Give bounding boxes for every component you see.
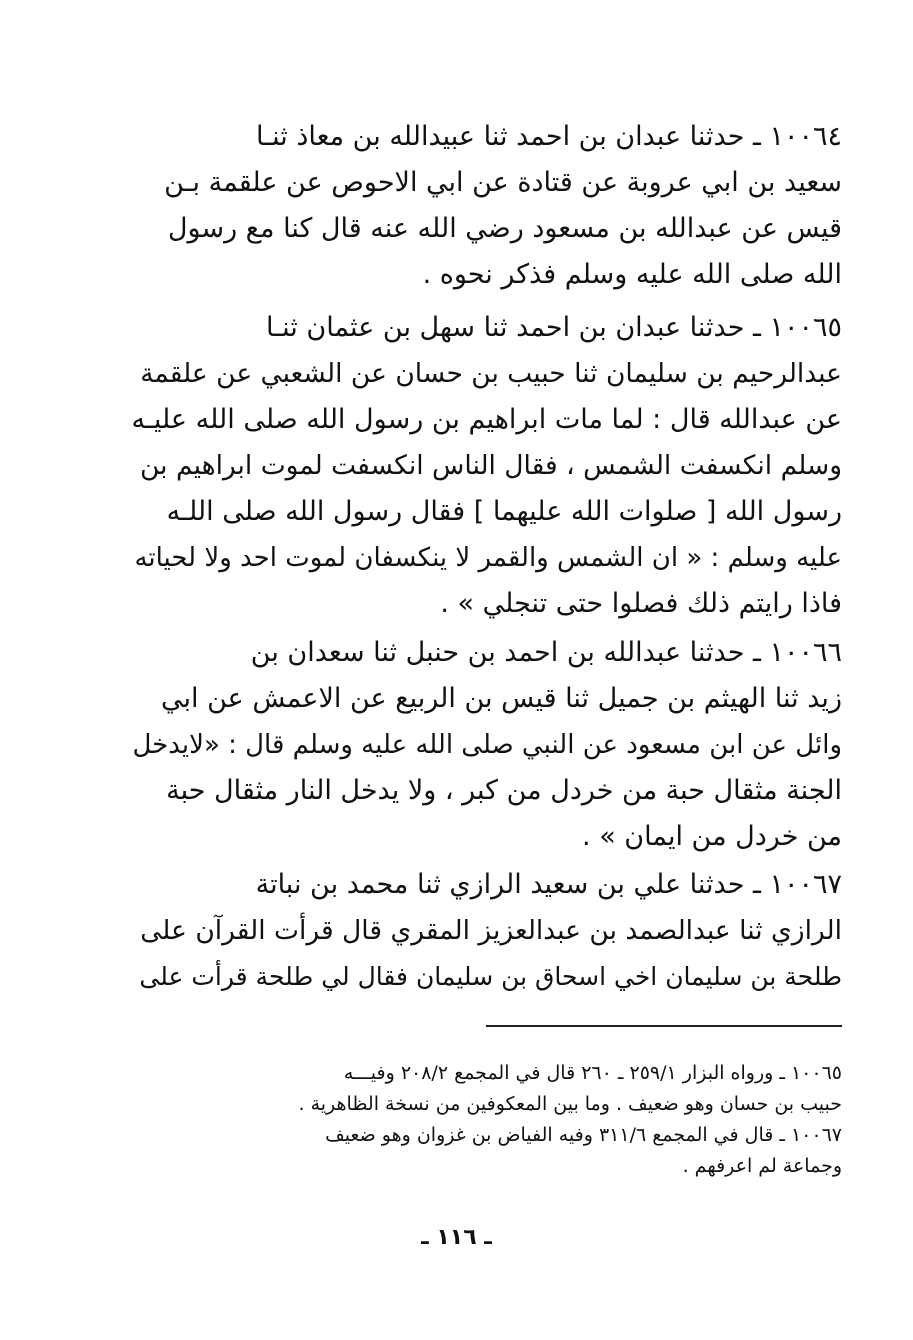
text-line: الجنة مثقال حبة من خردل من كبر ، ولا يدخل النار مثقال حبة [166, 775, 842, 806]
text-line: ١٠٠٦٤ ـ حدثنا عبدان بن احمد ثنا عبيدالله بن معاذ ثنـا [255, 121, 842, 152]
footnote-divider [486, 1025, 842, 1027]
footnote-line: وجماعة لم اعرفهم . [682, 1155, 842, 1177]
text-line: ١٠٠٦٦ ـ حدثنا عبدالله بن احمد بن حنبل ثنا سعدان بن [250, 637, 842, 668]
hadith-10064 [130, 114, 842, 298]
text-line: الله صلى الله عليه وسلم فذكر نحوه . [422, 259, 842, 290]
text-line: طلحة بن سليمان اخي اسحاق بن سليمان فقال لي طلحة قرأت على [139, 962, 842, 991]
text-line: رسول الله [ صلوات الله عليهما ] فقال رسول الله صلى اللـه [166, 496, 842, 527]
text-line: عن عبدالله قال : لما مات ابراهيم بن رسول الله صلى الله عليـه [131, 404, 842, 435]
footnote-line: حبيب بن حسان وهو ضعيف . وما بين المعكوفين من نسخة الظاهرية . [298, 1093, 842, 1115]
text-line: فاذا رايتم ذلك فصلوا حتى تنجلي » . [440, 588, 842, 619]
text-line: الرازي ثنا عبدالصمد بن عبدالعزيز المقري قال قرأت القرآن على [140, 915, 842, 946]
text-line: ١٠٠٦٧ ـ حدثنا علي بن سعيد الرازي ثنا محمد بن نباتة [255, 869, 842, 900]
text-line: من خردل من ايمان » . [582, 821, 842, 852]
text-line: وسلم انكسفت الشمس ، فقال الناس انكسفت لموت ابراهيم بن [139, 450, 842, 481]
text-line: عبدالرحيم بن سليمان ثنا حبيب بن حسان عن الشعبي عن علقمة [140, 358, 842, 389]
footnote-line: ١٠٠٦٧ ـ قال في المجمع ٣١١/٦ وفيه الفياض بن غزوان وهو ضعيف [325, 1124, 842, 1146]
text-line: زيد ثنا الهيثم بن جميل ثنا قيس بن الربيع عن الاعمش عن ابي [161, 683, 842, 714]
footnote-line: ١٠٠٦٥ ـ ورواه البزار ٢٥٩/١ ـ ٢٦٠ قال في المجمع ٢٠٨/٢ وفيـــه [343, 1062, 842, 1084]
text-line: ١٠٠٦٥ ـ حدثنا عبدان بن احمد ثنا سهل بن عثمان ثنـا [266, 312, 842, 343]
text-line: سعيد بن ابي عروبة عن قتادة عن ابي الاحوص عن علقمة بـن [164, 167, 842, 198]
hadith-10066 [130, 630, 842, 860]
text-line: وائل عن ابن مسعود عن النبي صلى الله عليه وسلم قال : «لايدخل [132, 730, 842, 760]
hadith-10065 [130, 305, 842, 627]
page-number: ـ ١١٦ ـ [421, 1225, 492, 1250]
hadith-10067 [130, 862, 842, 1000]
text-line: قيس عن عبدالله بن مسعود رضي الله عنه قال كنا مع رسول [167, 213, 842, 244]
footnotes [130, 1058, 842, 1182]
text-line: عليه وسلم : « ان الشمس والقمر لا ينكسفان لموت احد ولا لحياته [134, 543, 842, 573]
